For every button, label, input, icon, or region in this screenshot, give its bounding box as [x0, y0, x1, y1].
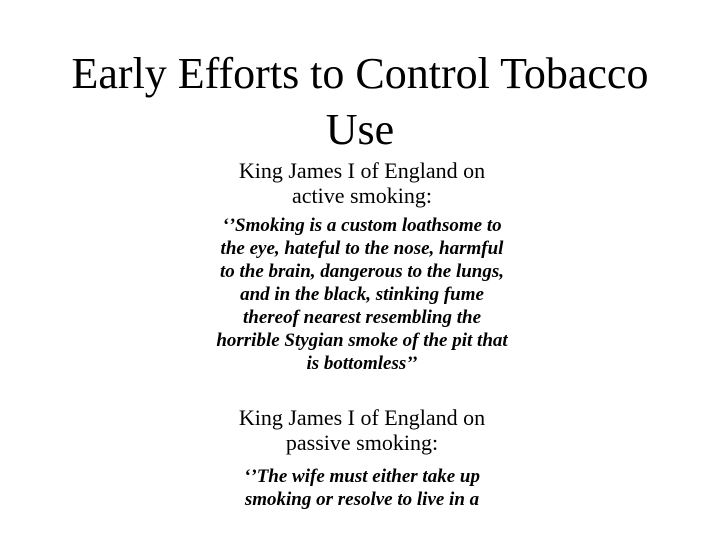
slide-title: Early Efforts to Control Tobacco Use — [71, 49, 649, 154]
slide-body — [212, 158, 512, 511]
active-smoking-quote: ‘’Smoking is a custom loathsome to the eye, hateful to the nose, harmful to the brain, dangerous to the lungs, and in the black, stinking fume thereof nearest resembling the horrible Stygian smoke of the pit that is bottomless’’ — [216, 215, 508, 374]
active-smoking-heading: King James I of England on active smoking: — [238, 158, 486, 208]
passive-smoking-heading: King James I of England on passive smoking: — [238, 405, 486, 455]
section-spacer — [212, 375, 512, 405]
passive-smoking-quote: ‘’The wife must either take up smoking or resolve to live in a — [244, 466, 480, 510]
